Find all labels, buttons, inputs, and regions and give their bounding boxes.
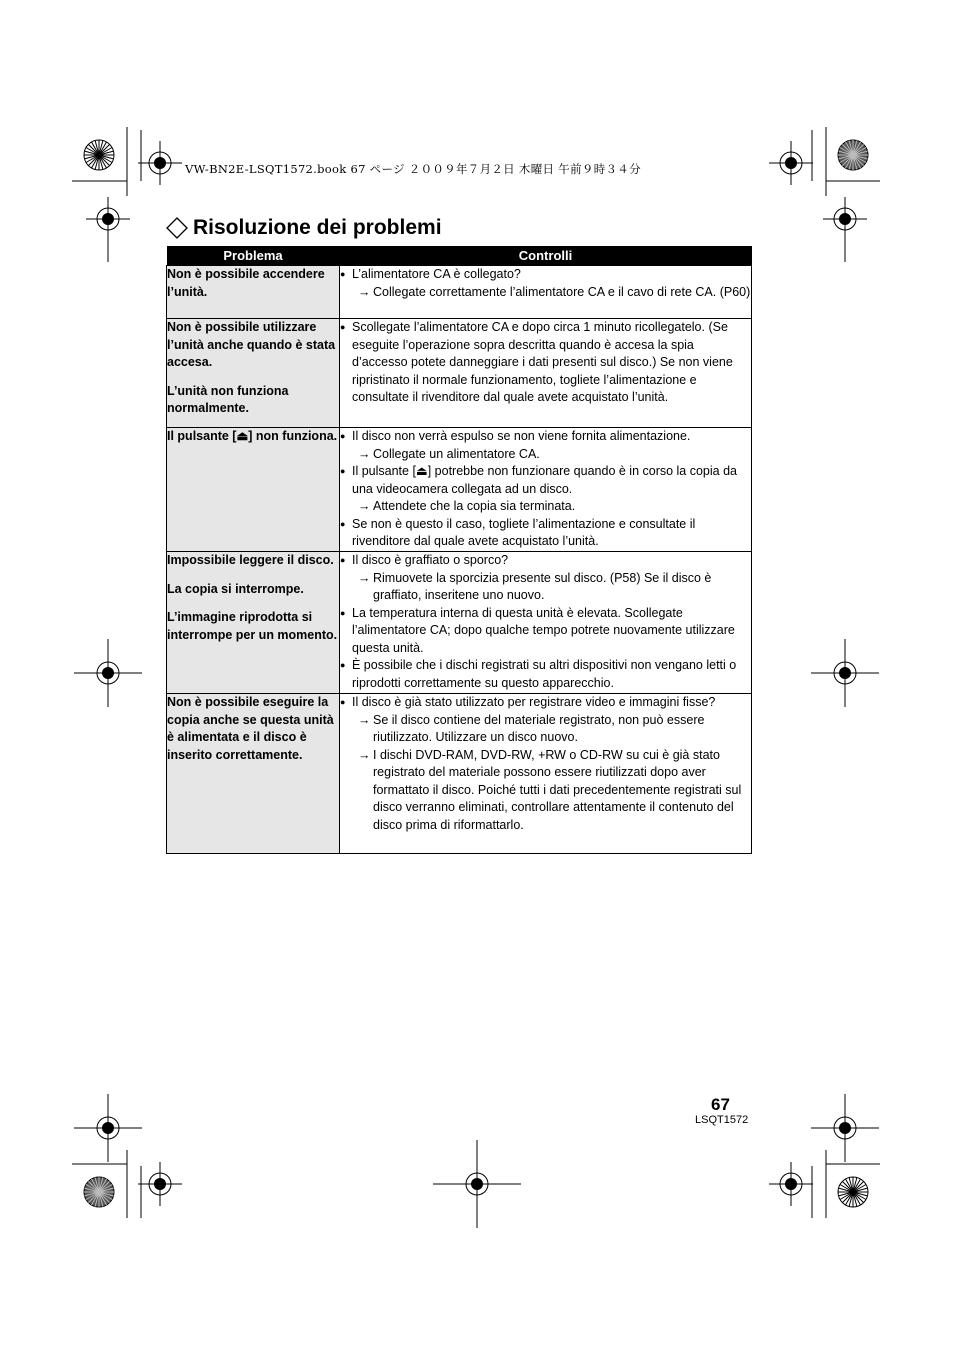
check-arrow-item: → Collegate correttamente l’alimentatore CA e il cavo di rete CA. (P60): [340, 284, 751, 302]
check-bullet-item: ● Se non è questo il caso, togliete l’alimentazione e consultate il rivenditore dal quale avete acquistato l’unità.: [340, 516, 751, 551]
document-code: LSQT1572: [695, 1114, 749, 1126]
table-row: [167, 694, 752, 854]
check-arrow-item: → Attendete che la copia sia terminata.: [340, 498, 751, 516]
diamond-icon: [166, 217, 188, 239]
problem-text: Il pulsante [⏏] non funziona.: [167, 429, 338, 443]
problem-text: Non è possibile utilizzare l’unità anche quando è stata accesa.: [167, 320, 336, 369]
check-bullet-item: ● L’alimentatore CA è collegato?: [340, 266, 751, 284]
color-rosette: [838, 140, 868, 170]
checks-cell: [340, 319, 752, 428]
table-row: [167, 552, 752, 694]
check-bullet-item: ● È possibile che i dischi registrati su altri dispositivi non vengano letti o riprodotti correttamente su questo apparecchio.: [340, 657, 751, 692]
table-row: [167, 319, 752, 428]
check-bullet-item: ● La temperatura interna di questa unità è elevata. Scollegate l’alimentatore CA; dopo qualche tempo potrete nuovamente utilizzare questa unità.: [340, 605, 751, 658]
problem-cell: [167, 428, 340, 552]
check-arrow-item: → I dischi DVD-RAM, DVD-RW, +RW o CD-RW su cui è già stato registrato del materiale possono essere riutilizzati dopo aver formattato il disco. Poiché tutti i dati precedentemente registrati sul disco verranno eliminati, controllare attentamente il contenuto del disco prima di riformattarlo.: [340, 747, 751, 835]
print-header-line: VW-BN2E-LSQT1572.book 67 ページ ２００９年７月２日 木曜日 午前９時３４分: [185, 162, 641, 176]
problem-text: Non è possibile accendere l’unità.: [167, 267, 325, 299]
problem-cell: [167, 694, 340, 854]
problem-cell: [167, 319, 340, 428]
section-title-text: Risoluzione dei problemi: [193, 216, 442, 239]
problem-text: La copia si interrompe.: [167, 581, 304, 596]
color-rosette: [84, 1177, 114, 1207]
color-rosette: [838, 1177, 868, 1207]
problem-text: L’immagine riprodotta si interrompe per un momento.: [167, 610, 338, 642]
section-title: [166, 216, 442, 240]
table-row: [167, 266, 752, 319]
problem-cell: [167, 266, 340, 319]
problem-text: Non è possibile eseguire la copia anche se questa unità è alimentata e il disco è inserito correttamente.: [167, 695, 334, 762]
check-arrow-item: → Se il disco contiene del materiale registrato, non può essere riutilizzato. Utilizzare un disco nuovo.: [340, 712, 751, 747]
check-bullet-item: ● Il disco è graffiato o sporco?: [340, 552, 751, 570]
color-rosette: [84, 140, 114, 170]
problem-text: L’unità non funziona normalmente.: [167, 383, 289, 415]
check-bullet-item: ● Scollegate l’alimentatore CA e dopo circa 1 minuto ricollegatelo. (Se eseguite l’operazione sopra descritta quando è accesa la spia d’accesso potete danneggiare i dati presenti sul disco.) Se non viene ripristinato il normale funzionamento, togliete l’alimentazione e consultate il rivenditore dal quale avete acquistato l’unità.: [340, 319, 751, 407]
check-bullet-item: ● Il disco è già stato utilizzato per registrare video e immagini fisse?: [340, 694, 751, 712]
check-bullet-item: ● Il disco non verrà espulso se non viene fornita alimentazione.: [340, 428, 751, 446]
header-problema: Problema: [167, 246, 340, 266]
checks-cell: [340, 552, 752, 694]
check-arrow-item: → Rimuovete la sporcizia presente sul disco. (P58) Se il disco è graffiato, inseritene uno nuovo.: [340, 570, 751, 605]
checks-cell: [340, 428, 752, 552]
problem-cell: [167, 552, 340, 694]
problem-text: Impossibile leggere il disco.: [167, 553, 334, 567]
check-bullet-item: ● Il pulsante [⏏] potrebbe non funzionare quando è in corso la copia da una videocamera collegata ad un disco.: [340, 463, 751, 498]
check-arrow-item: → Collegate un alimentatore CA.: [340, 446, 751, 464]
page-number: 67: [711, 1095, 730, 1114]
table-row: [167, 428, 752, 552]
checks-cell: [340, 694, 752, 854]
header-controlli: Controlli: [340, 246, 752, 266]
troubleshooting-table: [166, 246, 752, 854]
checks-cell: [340, 266, 752, 319]
